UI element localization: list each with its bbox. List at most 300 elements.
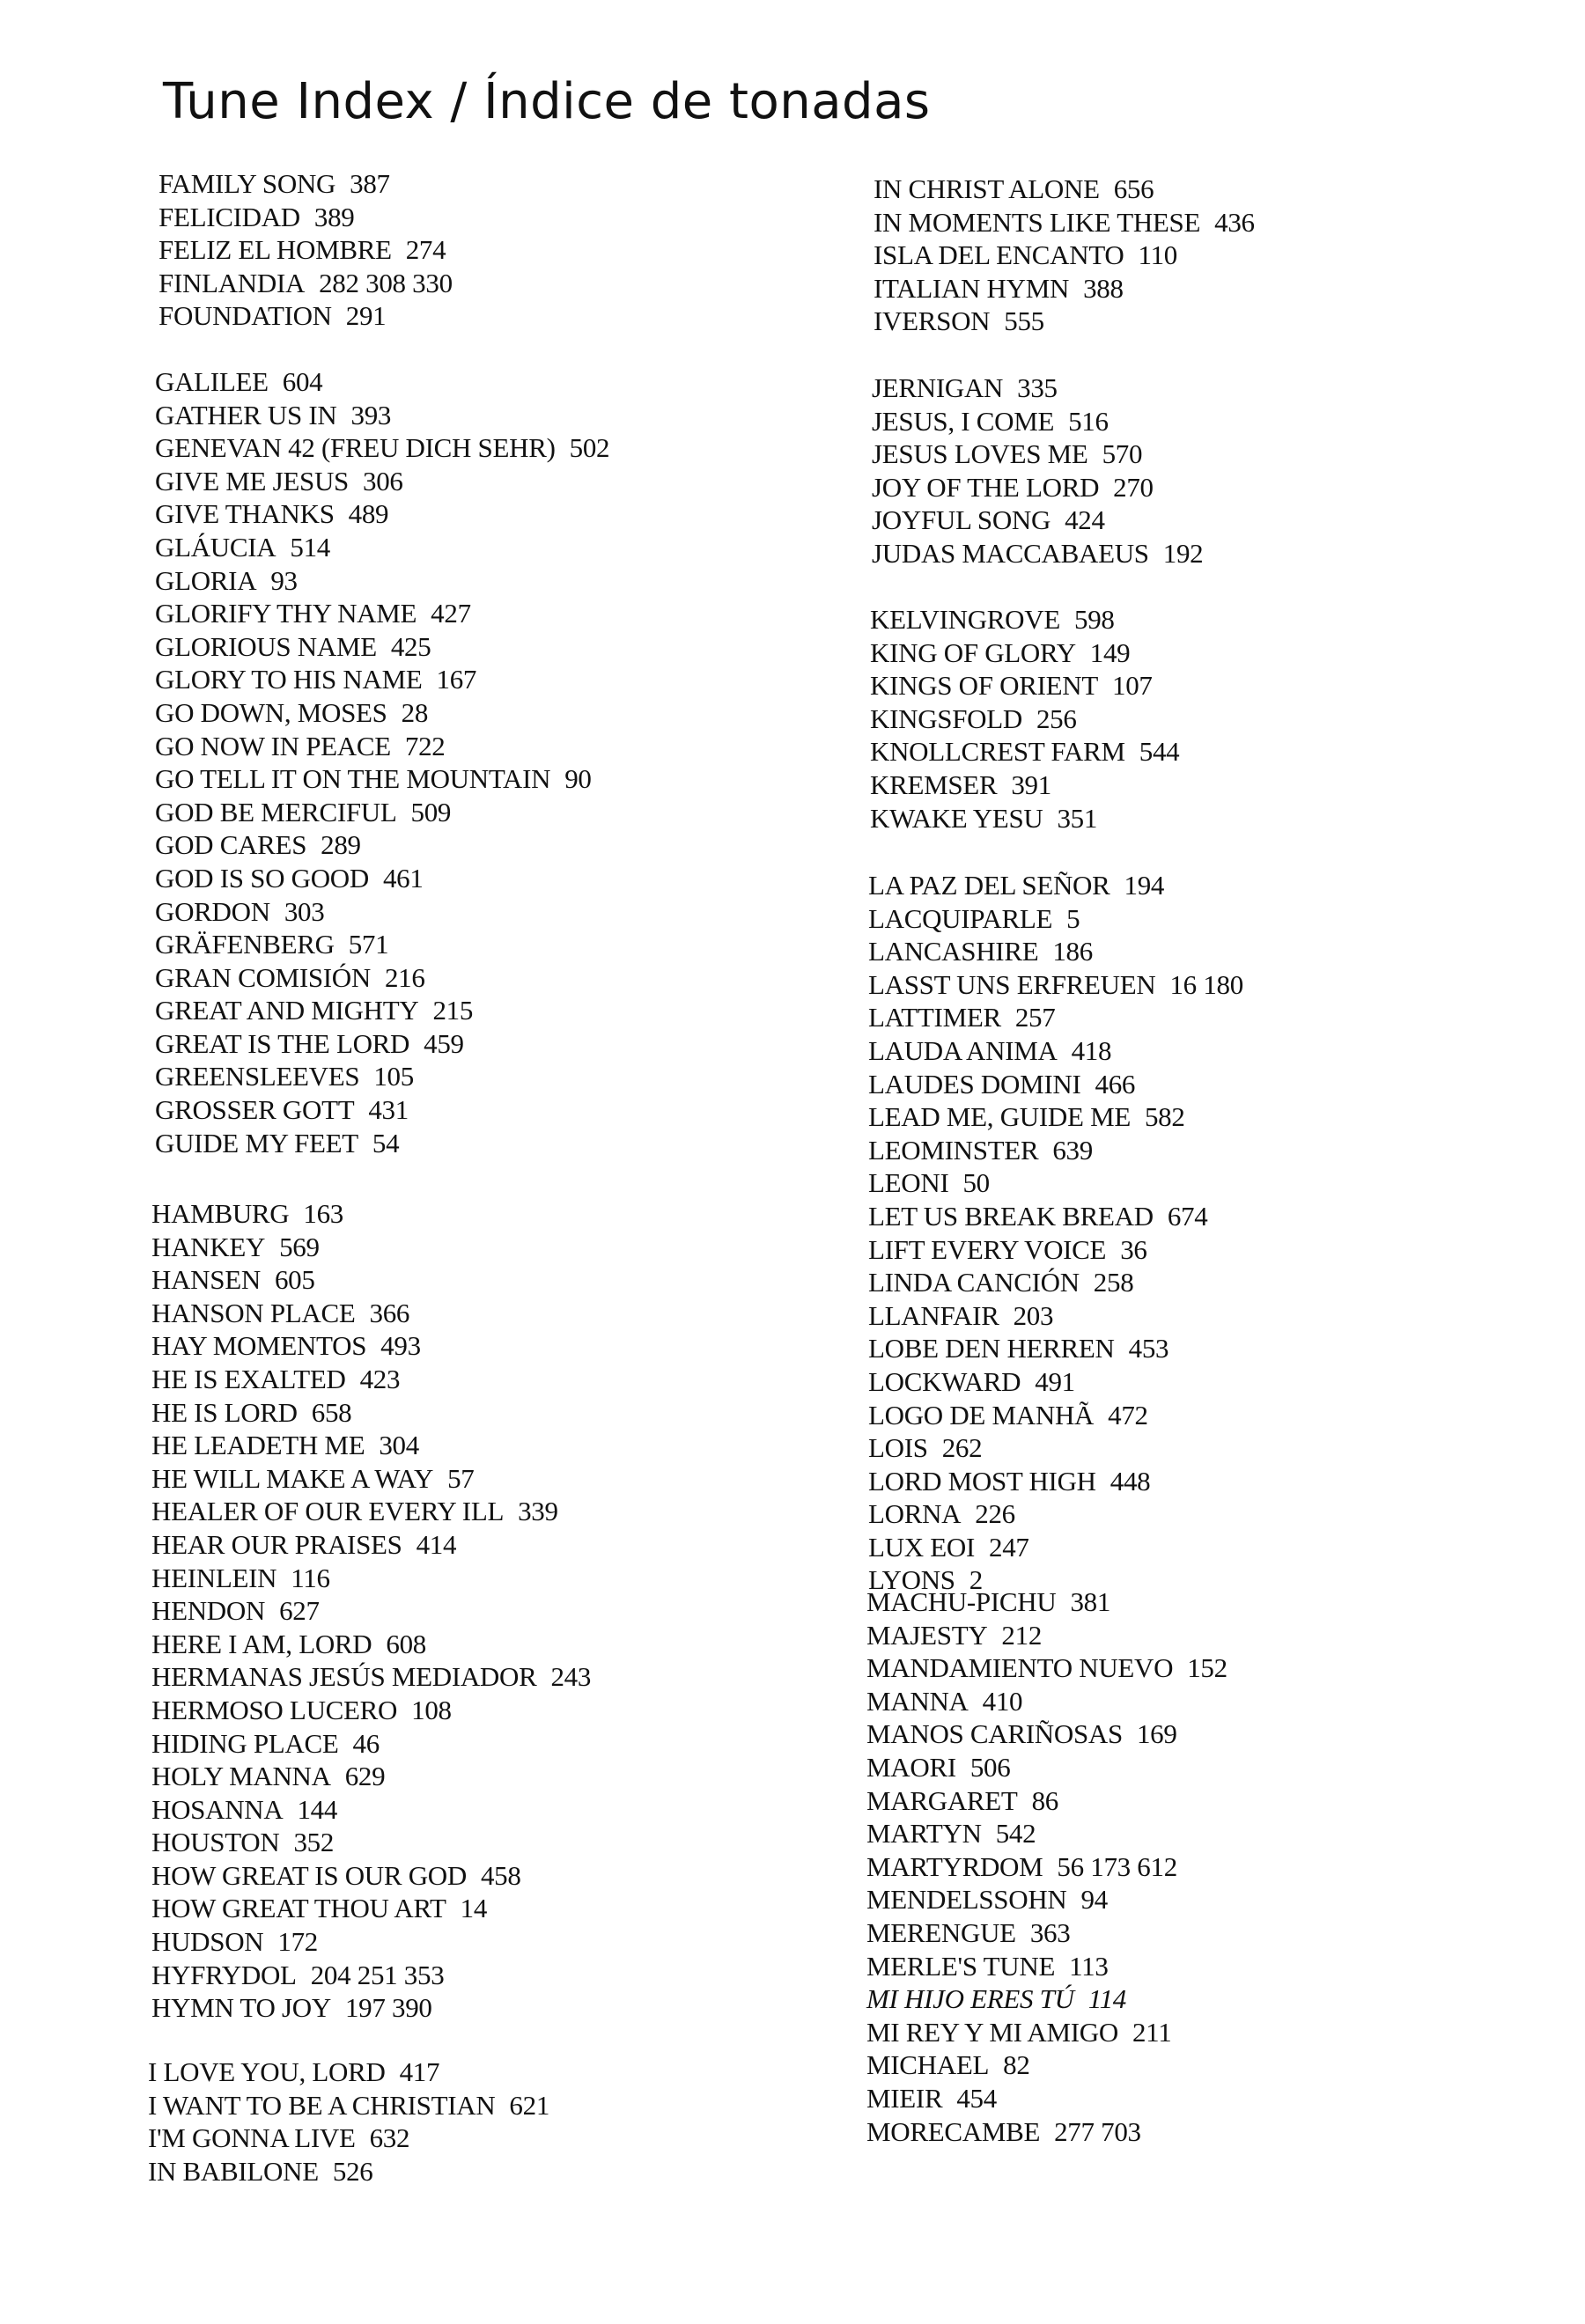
tune-name: LAUDA ANIMA bbox=[868, 1034, 1058, 1066]
tune-name: GOD IS SO GOOD bbox=[155, 862, 369, 894]
hymn-numbers: 149 bbox=[1089, 636, 1131, 668]
tune-name: IN BABILONE bbox=[148, 2155, 319, 2187]
tune-name: JUDAS MACCABAEUS bbox=[872, 537, 1149, 569]
tune-name: HEINLEIN bbox=[151, 1562, 277, 1593]
tune-name: IVERSON bbox=[874, 305, 991, 337]
hymn-numbers: 621 bbox=[509, 2089, 550, 2121]
hymn-numbers: 203 bbox=[1013, 1299, 1054, 1331]
tune-name: LACQUIPARLE bbox=[868, 902, 1053, 934]
tune-name: LLANFAIR bbox=[868, 1299, 999, 1331]
tune-name: GLORIA bbox=[155, 564, 257, 596]
hymn-numbers: 216 bbox=[384, 961, 425, 993]
tune-name: GLORIOUS NAME bbox=[155, 630, 377, 662]
hymn-numbers: 526 bbox=[332, 2155, 373, 2187]
hymn-numbers: 274 bbox=[405, 234, 446, 266]
tune-name: MANOS CARIÑOSAS bbox=[866, 1718, 1123, 1750]
hymn-numbers: 50 bbox=[962, 1167, 990, 1199]
tune-name: HOSANNA bbox=[151, 1793, 284, 1825]
index-entry bbox=[866, 1950, 1227, 1983]
hymn-numbers: 491 bbox=[1035, 1365, 1075, 1397]
hymn-numbers: 94 bbox=[1080, 1884, 1108, 1916]
index-entry bbox=[158, 267, 453, 300]
index-entry bbox=[155, 365, 609, 399]
hymn-numbers: 431 bbox=[368, 1094, 409, 1126]
tune-name: KNOLLCREST FARM bbox=[870, 736, 1125, 768]
tune-name: LOIS bbox=[868, 1432, 928, 1464]
hymn-numbers: 722 bbox=[404, 730, 446, 761]
index-entry bbox=[866, 1619, 1227, 1652]
tune-name: MIEIR bbox=[866, 2082, 943, 2114]
index-entry bbox=[874, 173, 1255, 206]
tune-name: HUDSON bbox=[151, 1926, 264, 1958]
tune-name: MORECAMBE bbox=[866, 2115, 1041, 2147]
tune-name: GO DOWN, MOSES bbox=[155, 696, 387, 728]
hymn-numbers: 489 bbox=[348, 498, 389, 530]
index-entry bbox=[151, 1628, 591, 1661]
tune-name: MACHU-PICHU bbox=[866, 1586, 1057, 1617]
hymn-numbers: 448 bbox=[1110, 1465, 1151, 1497]
index-entry bbox=[872, 438, 1203, 471]
index-entry bbox=[155, 796, 609, 829]
hymn-numbers: 243 bbox=[550, 1661, 592, 1693]
hymn-numbers: 418 bbox=[1071, 1034, 1112, 1066]
index-entry bbox=[151, 1495, 591, 1528]
hymn-numbers: 257 bbox=[1014, 1002, 1056, 1033]
tune-name: IN CHRIST ALONE bbox=[874, 173, 1100, 204]
tune-name: MI REY Y MI AMIGO bbox=[866, 2016, 1118, 2048]
index-entry bbox=[866, 1685, 1227, 1718]
index-entry bbox=[151, 1594, 591, 1628]
tune-name: HERMOSO LUCERO bbox=[151, 1694, 398, 1725]
hymn-numbers: 247 bbox=[989, 1531, 1029, 1563]
hymn-numbers: 108 bbox=[411, 1694, 452, 1725]
tune-name: KINGS OF ORIENT bbox=[870, 670, 1099, 702]
hymn-numbers: 16 180 bbox=[1169, 968, 1243, 1000]
tune-name: GREENSLEEVES bbox=[155, 1061, 360, 1092]
tune-name: GLORY TO HIS NAME bbox=[155, 664, 423, 695]
hymn-numbers: 54 bbox=[372, 1127, 400, 1158]
hymn-numbers: 629 bbox=[344, 1761, 386, 1792]
index-entry bbox=[151, 1462, 591, 1496]
hymn-numbers: 570 bbox=[1102, 438, 1143, 470]
hymn-numbers: 598 bbox=[1074, 604, 1115, 635]
tune-name: MARTYN bbox=[866, 1818, 982, 1850]
index-entry bbox=[151, 1826, 591, 1859]
hymn-numbers: 608 bbox=[386, 1628, 426, 1659]
tune-name: GLORIFY THY NAME bbox=[155, 598, 417, 629]
hymn-numbers: 306 bbox=[363, 465, 403, 496]
hymn-numbers: 605 bbox=[274, 1264, 315, 1296]
tune-name: GOD BE MERCIFUL bbox=[155, 796, 397, 827]
index-entry bbox=[158, 201, 453, 234]
hymn-numbers: 110 bbox=[1138, 239, 1177, 271]
tune-name: HANSON PLACE bbox=[151, 1297, 356, 1328]
tune-name: GREAT IS THE LORD bbox=[155, 1027, 410, 1059]
index-entry bbox=[148, 2122, 549, 2155]
hymn-numbers: 516 bbox=[1068, 405, 1109, 437]
hymn-numbers: 381 bbox=[1070, 1586, 1111, 1617]
index-entry bbox=[868, 1233, 1243, 1267]
tune-name: HIDING PLACE bbox=[151, 1727, 339, 1759]
hymn-numbers: 186 bbox=[1052, 936, 1093, 967]
index-entry bbox=[866, 1585, 1227, 1619]
index-entry bbox=[158, 233, 453, 267]
hymn-numbers: 627 bbox=[279, 1595, 320, 1627]
hymn-numbers: 114 bbox=[1087, 1983, 1127, 2015]
tune-name: HOLY MANNA bbox=[151, 1761, 331, 1792]
index-entry bbox=[868, 1034, 1243, 1068]
index-entry bbox=[872, 405, 1203, 438]
tune-name: MARTYRDOM bbox=[866, 1850, 1043, 1882]
index-entry bbox=[155, 531, 609, 564]
index-entry bbox=[866, 1883, 1227, 1916]
index-entry bbox=[870, 735, 1179, 769]
index-entry bbox=[866, 1916, 1227, 1950]
index-entry bbox=[155, 730, 609, 763]
hymn-numbers: 387 bbox=[350, 168, 390, 199]
index-group bbox=[151, 1197, 591, 2025]
hymn-numbers: 144 bbox=[297, 1793, 338, 1825]
index-entry bbox=[151, 1363, 591, 1396]
index-entry bbox=[158, 167, 453, 201]
hymn-numbers: 366 bbox=[369, 1297, 410, 1328]
index-entry bbox=[868, 1266, 1243, 1299]
tune-name: GUIDE MY FEET bbox=[155, 1127, 358, 1158]
hymn-numbers: 555 bbox=[1004, 305, 1044, 337]
tune-name: FINLANDIA bbox=[158, 267, 306, 298]
index-entry bbox=[868, 1399, 1243, 1432]
index-entry bbox=[874, 206, 1255, 239]
tune-name: HYMN TO JOY bbox=[151, 1992, 331, 2024]
index-entry bbox=[151, 1925, 591, 1959]
tune-name: I'M GONNA LIVE bbox=[148, 2122, 356, 2154]
index-entry bbox=[151, 1562, 591, 1595]
hymn-numbers: 211 bbox=[1132, 2016, 1172, 2048]
index-entry bbox=[155, 597, 609, 630]
tune-name: LYONS bbox=[868, 1564, 955, 1596]
tune-name: GLÁUCIA bbox=[155, 531, 276, 563]
tune-name: LORNA bbox=[868, 1498, 962, 1530]
index-entry bbox=[868, 869, 1243, 902]
tune-name: LOGO DE MANHÃ bbox=[868, 1399, 1095, 1430]
tune-name: LEOMINSTER bbox=[868, 1134, 1039, 1166]
index-entry bbox=[868, 1100, 1243, 1134]
index-entry bbox=[155, 1027, 609, 1061]
hymn-numbers: 458 bbox=[480, 1859, 521, 1891]
tune-name: LIFT EVERY VOICE bbox=[868, 1233, 1107, 1265]
tune-name: MICHAEL bbox=[866, 2049, 990, 2081]
index-entry bbox=[874, 305, 1255, 338]
index-entry bbox=[870, 636, 1179, 670]
index-entry bbox=[151, 1660, 591, 1694]
index-entry bbox=[868, 1001, 1243, 1034]
tune-name: HANSEN bbox=[151, 1264, 261, 1296]
hymn-numbers: 352 bbox=[293, 1827, 335, 1858]
tune-name: LEONI bbox=[868, 1167, 949, 1199]
hymn-numbers: 472 bbox=[1108, 1399, 1148, 1430]
index-entry bbox=[151, 1760, 591, 1793]
hymn-numbers: 604 bbox=[282, 366, 323, 397]
index-group bbox=[155, 365, 609, 1159]
tune-name: HERMANAS JESÚS MEDIADOR bbox=[151, 1661, 537, 1693]
index-entry bbox=[151, 1396, 591, 1430]
index-group bbox=[866, 1585, 1227, 2148]
index-group bbox=[870, 603, 1179, 835]
tune-name: HAY MOMENTOS bbox=[151, 1330, 367, 1362]
tune-name: MERENGUE bbox=[866, 1916, 1016, 1948]
hymn-numbers: 291 bbox=[345, 300, 387, 332]
tune-name: GROSSER GOTT bbox=[155, 1094, 355, 1126]
tune-name: KINGSFOLD bbox=[870, 702, 1022, 734]
hymn-numbers: 509 bbox=[410, 796, 452, 827]
hymn-numbers: 152 bbox=[1187, 1652, 1227, 1684]
index-entry bbox=[151, 1859, 591, 1893]
hymn-numbers: 363 bbox=[1029, 1916, 1071, 1948]
index-entry bbox=[151, 1231, 591, 1264]
tune-name: JESUS LOVES ME bbox=[872, 438, 1088, 470]
hymn-numbers: 256 bbox=[1036, 702, 1077, 734]
index-group bbox=[874, 173, 1255, 338]
index-entry bbox=[155, 630, 609, 664]
index-entry bbox=[155, 928, 609, 961]
tune-name: HAMBURG bbox=[151, 1198, 290, 1229]
index-entry bbox=[868, 1465, 1243, 1498]
hymn-numbers: 658 bbox=[311, 1396, 352, 1428]
hymn-numbers: 388 bbox=[1083, 272, 1124, 304]
tune-name: I LOVE YOU, LORD bbox=[148, 2056, 386, 2087]
hymn-numbers: 277 703 bbox=[1054, 2115, 1141, 2147]
hymn-numbers: 197 390 bbox=[344, 1992, 432, 2024]
tune-name: GRÄFENBERG bbox=[155, 929, 335, 960]
index-entry bbox=[155, 497, 609, 531]
hymn-numbers: 414 bbox=[416, 1528, 457, 1560]
index-entry bbox=[155, 465, 609, 498]
index-entry bbox=[868, 1200, 1243, 1233]
index-entry bbox=[151, 1959, 591, 1992]
hymn-numbers: 116 bbox=[291, 1562, 330, 1593]
hymn-numbers: 304 bbox=[379, 1430, 419, 1461]
index-entry bbox=[151, 1694, 591, 1727]
index-entry bbox=[155, 762, 609, 796]
index-entry bbox=[866, 1651, 1227, 1685]
tune-name: HENDON bbox=[151, 1595, 266, 1627]
index-entry bbox=[868, 902, 1243, 936]
hymn-numbers: 204 251 353 bbox=[310, 1959, 445, 1990]
tune-name: LATTIMER bbox=[868, 1002, 1001, 1033]
hymn-numbers: 113 bbox=[1069, 1950, 1109, 1982]
tune-name: KING OF GLORY bbox=[870, 636, 1076, 668]
hymn-numbers: 454 bbox=[956, 2082, 997, 2114]
tune-name: GENEVAN 42 (FREU DICH SEHR) bbox=[155, 432, 556, 464]
index-entry bbox=[872, 537, 1203, 570]
index-entry bbox=[151, 1263, 591, 1297]
tune-name: HE WILL MAKE A WAY bbox=[151, 1462, 434, 1494]
hymn-numbers: 36 bbox=[1120, 1233, 1147, 1265]
tune-name: MI HIJO ERES TÚ bbox=[866, 1983, 1074, 2015]
tune-name: HOW GREAT THOU ART bbox=[151, 1893, 446, 1924]
index-entry bbox=[868, 1134, 1243, 1167]
hymn-numbers: 56 173 612 bbox=[1057, 1850, 1177, 1882]
tune-name: HE LEADETH ME bbox=[151, 1430, 365, 1461]
tune-name: GORDON bbox=[155, 895, 270, 927]
index-entry bbox=[155, 961, 609, 995]
tune-name: KELVINGROVE bbox=[870, 604, 1060, 635]
hymn-numbers: 282 308 330 bbox=[319, 267, 453, 298]
hymn-numbers: 289 bbox=[321, 829, 361, 861]
tune-name: JERNIGAN bbox=[872, 372, 1004, 403]
index-group bbox=[872, 371, 1203, 570]
hymn-numbers: 194 bbox=[1124, 870, 1165, 901]
hymn-numbers: 86 bbox=[1031, 1784, 1058, 1816]
index-entry bbox=[148, 2089, 549, 2122]
index-entry bbox=[868, 1332, 1243, 1365]
tune-name: LUX EOI bbox=[868, 1531, 976, 1563]
index-entry bbox=[870, 702, 1179, 736]
index-entry bbox=[866, 2048, 1227, 2082]
hymn-numbers: 172 bbox=[277, 1926, 318, 1958]
index-entry bbox=[155, 1127, 609, 1160]
hymn-numbers: 410 bbox=[982, 1685, 1023, 1717]
hymn-numbers: 2 bbox=[969, 1564, 983, 1596]
tune-name: IN MOMENTS LIKE THESE bbox=[874, 206, 1201, 238]
hymn-numbers: 163 bbox=[303, 1198, 343, 1229]
hymn-numbers: 105 bbox=[373, 1061, 414, 1092]
tune-name: LEAD ME, GUIDE ME bbox=[868, 1101, 1131, 1133]
index-entry bbox=[151, 1793, 591, 1827]
hymn-numbers: 258 bbox=[1093, 1267, 1134, 1298]
tune-name: LAUDES DOMINI bbox=[868, 1068, 1081, 1099]
index-entry bbox=[868, 1531, 1243, 1564]
hymn-numbers: 424 bbox=[1065, 504, 1105, 536]
index-entry bbox=[151, 1329, 591, 1363]
hymn-numbers: 506 bbox=[969, 1751, 1011, 1783]
index-entry bbox=[866, 1850, 1227, 1884]
index-entry bbox=[148, 2155, 549, 2188]
hymn-numbers: 391 bbox=[1011, 769, 1051, 800]
hymn-numbers: 571 bbox=[348, 929, 389, 960]
index-entry bbox=[148, 2056, 549, 2089]
tune-name: GATHER US IN bbox=[155, 399, 337, 430]
index-entry bbox=[151, 1892, 591, 1925]
index-entry bbox=[872, 471, 1203, 504]
tune-name: MARGARET bbox=[866, 1784, 1018, 1816]
hymn-numbers: 514 bbox=[290, 531, 330, 563]
index-entry bbox=[155, 994, 609, 1027]
index-entry bbox=[868, 1166, 1243, 1200]
index-entry bbox=[158, 299, 453, 333]
index-entry bbox=[868, 1299, 1243, 1333]
tune-name: HANKEY bbox=[151, 1231, 266, 1262]
hymn-numbers: 93 bbox=[270, 564, 298, 596]
tune-name: HEALER OF OUR EVERY ILL bbox=[151, 1496, 505, 1527]
index-group bbox=[868, 869, 1243, 1597]
index-entry bbox=[866, 1982, 1227, 2016]
tune-name: ITALIAN HYMN bbox=[874, 272, 1070, 304]
tune-name: KREMSER bbox=[870, 769, 998, 800]
tune-name: GIVE THANKS bbox=[155, 498, 335, 530]
hymn-numbers: 226 bbox=[975, 1498, 1015, 1530]
hymn-numbers: 212 bbox=[1001, 1619, 1043, 1651]
tune-name: MANNA bbox=[866, 1685, 969, 1717]
hymn-numbers: 169 bbox=[1136, 1718, 1177, 1750]
hymn-numbers: 270 bbox=[1113, 471, 1154, 503]
hymn-numbers: 493 bbox=[380, 1330, 421, 1362]
index-entry bbox=[866, 1784, 1227, 1818]
index-entry bbox=[866, 1751, 1227, 1784]
index-entry bbox=[868, 968, 1243, 1002]
tune-name: HOW GREAT IS OUR GOD bbox=[151, 1859, 467, 1891]
index-entry bbox=[870, 802, 1179, 835]
tune-name: JESUS, I COME bbox=[872, 405, 1055, 437]
tune-name: GREAT AND MIGHTY bbox=[155, 995, 419, 1026]
hymn-numbers: 335 bbox=[1017, 372, 1058, 403]
tune-name: I WANT TO BE A CHRISTIAN bbox=[148, 2089, 496, 2121]
hymn-numbers: 427 bbox=[431, 598, 471, 629]
tune-name: FELICIDAD bbox=[158, 201, 300, 232]
index-entry bbox=[151, 1727, 591, 1761]
index-entry bbox=[155, 1060, 609, 1093]
tune-name: FAMILY SONG bbox=[158, 168, 336, 199]
hymn-numbers: 393 bbox=[350, 399, 392, 430]
hymn-numbers: 423 bbox=[359, 1363, 401, 1394]
tune-name: LOBE DEN HERREN bbox=[868, 1333, 1115, 1364]
index-entry bbox=[866, 2115, 1227, 2149]
hymn-numbers: 461 bbox=[382, 862, 424, 894]
hymn-numbers: 28 bbox=[401, 696, 429, 728]
tune-name: HOUSTON bbox=[151, 1827, 280, 1858]
tune-name: MANDAMIENTO NUEVO bbox=[866, 1652, 1174, 1684]
tune-name: MAORI bbox=[866, 1751, 956, 1783]
index-group bbox=[158, 167, 453, 333]
tune-name: LET US BREAK BREAD bbox=[868, 1200, 1154, 1232]
hymn-numbers: 107 bbox=[1112, 670, 1153, 702]
tune-name: GIVE ME JESUS bbox=[155, 465, 350, 496]
tune-name: HE IS EXALTED bbox=[151, 1363, 346, 1394]
tune-name: LA PAZ DEL SEÑOR bbox=[868, 870, 1110, 901]
hymn-numbers: 544 bbox=[1139, 736, 1180, 768]
hymn-numbers: 303 bbox=[284, 895, 325, 927]
tune-name: HE IS LORD bbox=[151, 1396, 298, 1428]
hymn-numbers: 90 bbox=[564, 763, 592, 795]
hymn-numbers: 417 bbox=[399, 2056, 440, 2087]
index-entry bbox=[868, 1431, 1243, 1465]
page-title: Tune Index / Índice de tonadas bbox=[163, 73, 931, 130]
hymn-numbers: 674 bbox=[1167, 1200, 1208, 1232]
tune-name: HERE I AM, LORD bbox=[151, 1628, 372, 1659]
hymn-numbers: 82 bbox=[1003, 2049, 1030, 2081]
tune-name: HEAR OUR PRAISES bbox=[151, 1528, 402, 1560]
tune-name: MERLE'S TUNE bbox=[866, 1950, 1056, 1982]
tune-name: MAJESTY bbox=[866, 1619, 988, 1651]
index-entry bbox=[155, 564, 609, 598]
hymn-numbers: 167 bbox=[436, 664, 477, 695]
index-entry bbox=[866, 1817, 1227, 1850]
index-entry bbox=[155, 663, 609, 696]
index-entry bbox=[870, 603, 1179, 636]
index-group bbox=[148, 2056, 549, 2188]
hymn-numbers: 582 bbox=[1144, 1101, 1185, 1133]
tune-name: KWAKE YESU bbox=[870, 802, 1043, 834]
hymn-numbers: 14 bbox=[460, 1893, 488, 1924]
tune-name: GOD CARES bbox=[155, 829, 307, 861]
tune-name: FELIZ EL HOMBRE bbox=[158, 234, 392, 266]
index-entry bbox=[155, 431, 609, 465]
hymn-numbers: 466 bbox=[1095, 1068, 1136, 1099]
tune-name: MENDELSSOHN bbox=[866, 1884, 1067, 1916]
tune-name: JOY OF THE LORD bbox=[872, 471, 1100, 503]
index-entry bbox=[155, 1093, 609, 1127]
hymn-numbers: 262 bbox=[941, 1432, 983, 1464]
